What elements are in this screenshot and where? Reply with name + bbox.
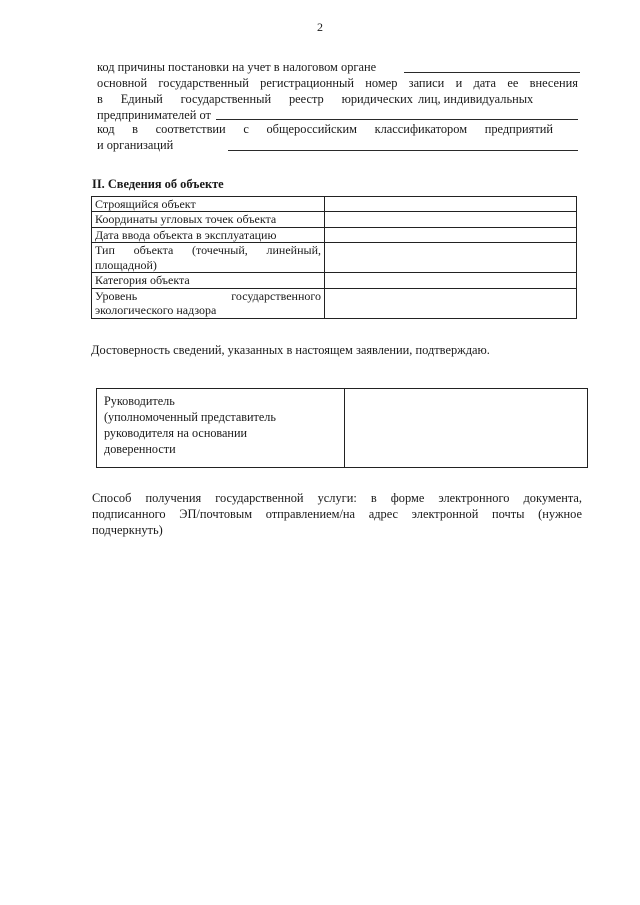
kpp-input-line[interactable] bbox=[404, 72, 580, 73]
row-label-line1: Тип объекта (точечный, линейный, bbox=[95, 243, 321, 258]
signature-label-cell bbox=[97, 389, 345, 467]
signature-value-cell[interactable] bbox=[345, 389, 585, 467]
ogrn-label-line2a: в Единый государственный реестр юридических bbox=[97, 92, 413, 106]
row-value-cell[interactable] bbox=[325, 212, 577, 227]
kpp-label: код причины постановки на учет в налоговом органе bbox=[97, 60, 377, 74]
row-label bbox=[92, 288, 325, 318]
table-row bbox=[92, 273, 577, 288]
table-row bbox=[92, 227, 577, 242]
row-label: Координаты угловых точек объекта bbox=[92, 212, 325, 227]
confirmation-text: Достоверность сведений, указанных в настоящем заявлении, подтверждаю. bbox=[91, 343, 490, 357]
row-value-cell[interactable] bbox=[325, 227, 577, 242]
ogrn-label-line3: предпринимателей от bbox=[97, 108, 211, 122]
page-number: 2 bbox=[317, 20, 323, 34]
row-label-line2: площадной) bbox=[95, 257, 157, 272]
signature-line4: доверенности bbox=[104, 442, 176, 456]
row-value-cell[interactable] bbox=[325, 273, 577, 288]
okpo-input-line[interactable] bbox=[228, 150, 578, 151]
ogrn-label-line1: основной государственный регистрационный номер записи и дата ее внесения bbox=[97, 76, 578, 90]
signature-line1: Руководитель bbox=[104, 394, 175, 408]
signature-box bbox=[96, 388, 588, 468]
ogrn-input-line[interactable] bbox=[216, 119, 578, 120]
table-row bbox=[92, 197, 577, 212]
method-line1: Способ получения государственной услуги: в форме электронного документа, bbox=[92, 491, 582, 505]
okpo-label-line2: и организаций bbox=[97, 138, 174, 152]
okpo-label-line1: код в соответствии с общероссийским классификатором предприятий bbox=[97, 122, 553, 136]
row-value-cell[interactable] bbox=[325, 197, 577, 212]
signature-line3: руководителя на основании bbox=[104, 426, 247, 440]
row-label-line2: экологического надзора bbox=[95, 302, 217, 317]
method-line2: подписанного ЭП/почтовым отправлением/на адрес электронной почты (нужное bbox=[92, 507, 582, 521]
object-info-table bbox=[91, 196, 577, 319]
row-value-cell[interactable] bbox=[325, 288, 577, 318]
section-title: II. Сведения об объекте bbox=[92, 177, 224, 191]
table-row bbox=[92, 243, 577, 273]
row-label: Дата ввода объекта в эксплуатацию bbox=[92, 227, 325, 242]
method-line3: подчеркнуть) bbox=[92, 523, 163, 537]
row-value-cell[interactable] bbox=[325, 243, 577, 273]
row-label-line1: Уровень государственного bbox=[95, 288, 321, 303]
row-label: Строящийся объект bbox=[92, 197, 325, 212]
row-label bbox=[92, 243, 325, 273]
row-label: Категория объекта bbox=[92, 273, 325, 288]
table-row bbox=[92, 212, 577, 227]
table-row bbox=[92, 288, 577, 318]
signature-line2: (уполномоченный представитель bbox=[104, 410, 276, 424]
ogrn-label-line2b: лиц, индивидуальных bbox=[418, 92, 534, 106]
